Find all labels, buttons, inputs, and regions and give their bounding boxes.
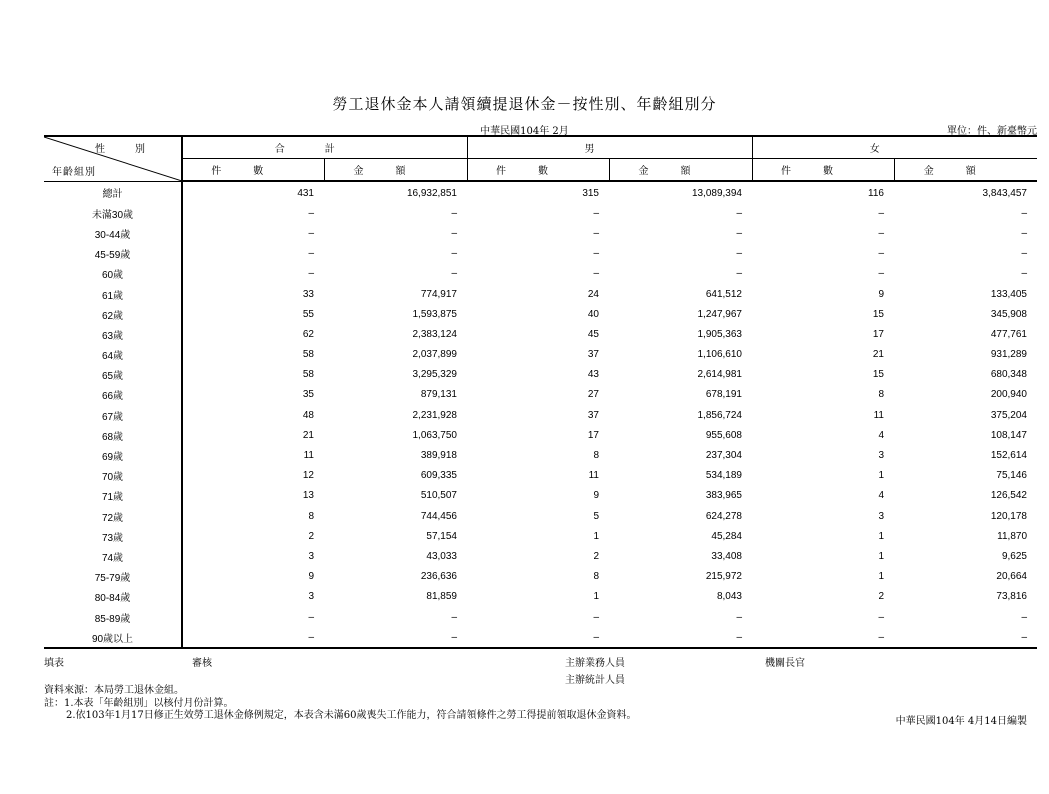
report-unit: 單位：件、新臺幣元 <box>947 126 1037 137</box>
table-row <box>44 567 1037 587</box>
cell-male-amount: 1,905,363 <box>697 328 742 340</box>
cell-total-amount: 1,063,750 <box>412 429 457 441</box>
table-row <box>44 385 1037 405</box>
table-row <box>44 466 1037 486</box>
table-row <box>44 506 1037 526</box>
table-row <box>44 223 1037 243</box>
table-row <box>44 587 1037 607</box>
cell-total-amount: – <box>451 207 457 219</box>
row-label: 62歲 <box>44 304 182 324</box>
cell-male-amount: 45,284 <box>711 530 742 542</box>
table-row <box>44 607 1037 627</box>
note-source: 資料來源：本局勞工退休金組。 <box>44 685 184 696</box>
table-row <box>44 445 1037 465</box>
table-row <box>44 486 1037 506</box>
cell-female-count: – <box>878 207 884 219</box>
cell-female-amount: 120,178 <box>990 510 1027 522</box>
group-female: 女 <box>752 136 1037 159</box>
cell-total-amount: 43,033 <box>426 550 457 562</box>
cell-male-count: 17 <box>587 429 599 441</box>
table-row <box>44 365 1037 385</box>
sig-agency-head: 機關長官 <box>765 658 805 669</box>
row-label: 61歲 <box>44 284 182 304</box>
cell-female-count: 4 <box>878 490 884 502</box>
cell-female-count: 15 <box>872 369 884 381</box>
table-body <box>44 181 1037 648</box>
cell-female-count: 3 <box>878 510 884 522</box>
table-row <box>44 405 1037 425</box>
table-row <box>44 203 1037 223</box>
row-label: 73歲 <box>44 526 182 546</box>
table-row <box>44 244 1037 264</box>
cell-total-count: 48 <box>302 409 314 421</box>
cell-total-count: – <box>308 227 314 239</box>
cell-male-amount: 383,965 <box>705 490 742 502</box>
cell-total-amount: – <box>324 627 467 648</box>
cell-total-amount: – <box>451 227 457 239</box>
cell-total-count: 58 <box>302 349 314 361</box>
cell-male-count: 40 <box>587 308 599 320</box>
cell-female-amount: 3,843,457 <box>982 187 1027 199</box>
cell-female-count: 15 <box>872 308 884 320</box>
header-corner <box>44 136 182 181</box>
cell-male-count: 45 <box>587 328 599 340</box>
cell-total-count: 12 <box>302 470 314 482</box>
table-row <box>44 526 1037 546</box>
corner-label-gender: 性別 <box>95 144 175 155</box>
table-row <box>44 546 1037 566</box>
cell-male-count: – <box>593 227 599 239</box>
table-row <box>44 181 1037 203</box>
cell-female-amount: 345,908 <box>990 308 1027 320</box>
col-male-count: 件數 <box>467 159 609 182</box>
cell-female-count: – <box>752 627 894 648</box>
cell-male-count: – <box>467 627 609 648</box>
cell-male-amount: – <box>609 627 752 648</box>
cell-female-count: 1 <box>878 470 884 482</box>
cell-female-count: – <box>878 227 884 239</box>
row-label: 總計 <box>44 181 182 203</box>
cell-female-amount: – <box>1021 611 1027 623</box>
cell-female-amount: 133,405 <box>990 288 1027 300</box>
cell-male-count: 1 <box>593 530 599 542</box>
row-label: 70歲 <box>44 466 182 486</box>
cell-male-count: 2 <box>593 550 599 562</box>
col-female-amount: 金額 <box>894 159 1037 182</box>
cell-female-count: 11 <box>873 409 884 421</box>
cell-total-count: 21 <box>302 429 314 441</box>
group-total: 合計 <box>182 136 467 159</box>
row-label: 30-44歲 <box>44 223 182 243</box>
cell-male-amount: 1,247,967 <box>697 308 742 320</box>
cell-female-count: 9 <box>878 288 884 300</box>
col-total-amount: 金額 <box>324 159 467 182</box>
cell-male-count: – <box>593 248 599 260</box>
row-label: 45-59歲 <box>44 244 182 264</box>
cell-total-amount: 57,154 <box>426 530 457 542</box>
cell-total-count: – <box>308 268 314 280</box>
cell-male-amount: 641,512 <box>705 288 742 300</box>
cell-male-count: – <box>593 207 599 219</box>
cell-male-count: 11 <box>588 470 599 482</box>
cell-total-amount: 774,917 <box>420 288 457 300</box>
cell-total-count: – <box>182 627 324 648</box>
row-label: 68歲 <box>44 425 182 445</box>
cell-total-amount: – <box>451 268 457 280</box>
cell-male-amount: – <box>736 207 742 219</box>
cell-total-count: 3 <box>308 550 314 562</box>
cell-male-amount: 1,856,724 <box>697 409 742 421</box>
row-label: 66歲 <box>44 385 182 405</box>
sig-reviewer: 審核 <box>192 658 212 669</box>
cell-total-amount: 3,295,329 <box>412 369 457 381</box>
cell-male-amount: 678,191 <box>705 389 742 401</box>
cell-female-count: 1 <box>878 550 884 562</box>
cell-male-amount: 624,278 <box>705 510 742 522</box>
cell-male-count: 315 <box>582 187 599 199</box>
cell-total-count: 431 <box>297 187 314 199</box>
cell-total-amount: 236,636 <box>420 571 457 583</box>
cell-total-amount: – <box>451 248 457 260</box>
cell-female-amount: 9,625 <box>1001 550 1027 562</box>
cell-female-count: – <box>878 248 884 260</box>
row-label: 64歲 <box>44 345 182 365</box>
cell-female-amount: – <box>1021 268 1027 280</box>
row-label: 75-79歲 <box>44 567 182 587</box>
row-label: 未滿30歲 <box>44 203 182 223</box>
cell-female-amount: 680,348 <box>990 369 1027 381</box>
cell-female-count: – <box>878 611 884 623</box>
table-row <box>44 425 1037 445</box>
cell-male-amount: 33,408 <box>711 550 742 562</box>
cell-female-amount: 73,816 <box>996 591 1027 603</box>
cell-total-count: – <box>308 207 314 219</box>
cell-female-amount: 126,542 <box>990 490 1027 502</box>
cell-total-count: 8 <box>308 510 314 522</box>
cell-female-count: 21 <box>872 349 884 361</box>
cell-female-amount: 75,146 <box>996 470 1027 482</box>
cell-female-count: 3 <box>878 450 884 462</box>
table-row <box>44 304 1037 324</box>
cell-male-amount: 2,614,981 <box>697 369 742 381</box>
cell-male-count: 5 <box>593 510 599 522</box>
cell-male-amount: 534,189 <box>705 470 742 482</box>
group-male: 男 <box>467 136 752 159</box>
cell-total-count: – <box>308 611 314 623</box>
table-row <box>44 627 1037 648</box>
cell-female-count: – <box>878 268 884 280</box>
cell-total-amount: 510,507 <box>420 490 457 502</box>
cell-female-amount: 11,870 <box>997 530 1027 542</box>
compiled-date: 中華民國104年 4月14日編製 <box>895 716 1027 727</box>
row-label: 85-89歲 <box>44 607 182 627</box>
cell-female-count: 4 <box>878 429 884 441</box>
cell-total-amount: 81,859 <box>426 591 457 603</box>
cell-female-count: 2 <box>878 591 884 603</box>
cell-total-amount: 1,593,875 <box>412 308 457 320</box>
cell-total-count: 55 <box>302 308 314 320</box>
cell-female-count: 1 <box>878 571 884 583</box>
cell-total-amount: 2,231,928 <box>412 409 457 421</box>
cell-female-amount: – <box>1021 248 1027 260</box>
row-label: 65歲 <box>44 365 182 385</box>
cell-male-amount: 955,608 <box>705 429 742 441</box>
cell-total-count: 13 <box>302 490 314 502</box>
cell-female-amount: 375,204 <box>990 409 1027 421</box>
cell-female-count: 1 <box>878 530 884 542</box>
cell-total-amount: 2,037,899 <box>412 349 457 361</box>
row-label: 71歲 <box>44 486 182 506</box>
col-female-count: 件數 <box>752 159 894 182</box>
table-row <box>44 345 1037 365</box>
cell-male-amount: 13,089,394 <box>691 187 742 199</box>
cell-total-count: 2 <box>308 530 314 542</box>
cell-total-amount: 389,918 <box>420 450 457 462</box>
sig-statistics-head: 主辦統計人員 <box>565 675 625 686</box>
cell-female-count: 8 <box>878 389 884 401</box>
cell-female-amount: 108,147 <box>990 429 1027 441</box>
cell-female-amount: 200,940 <box>990 389 1027 401</box>
row-label: 74歲 <box>44 546 182 566</box>
cell-total-count: 58 <box>302 369 314 381</box>
row-label: 60歲 <box>44 264 182 284</box>
cell-total-amount: 879,131 <box>420 389 457 401</box>
cell-total-count: – <box>308 248 314 260</box>
cell-male-count: 37 <box>587 349 599 361</box>
report-period: 中華民國104年 2月 <box>480 126 569 137</box>
cell-female-amount: 477,761 <box>990 328 1027 340</box>
cell-male-count: 9 <box>593 490 599 502</box>
row-label: 72歲 <box>44 506 182 526</box>
cell-female-count: 17 <box>872 328 884 340</box>
table-row <box>44 324 1037 344</box>
cell-male-count: 8 <box>593 450 599 462</box>
data-table <box>44 135 1037 649</box>
cell-total-count: 35 <box>302 389 314 401</box>
cell-total-amount: 744,456 <box>420 510 457 522</box>
report-title: 勞工退休金本人請領續提退休金－按性別、年齡組別分 <box>332 95 717 113</box>
cell-male-amount: – <box>736 268 742 280</box>
cell-male-amount: 215,972 <box>705 571 742 583</box>
cell-female-amount: – <box>1021 227 1027 239</box>
cell-male-count: 43 <box>587 369 599 381</box>
cell-male-count: 8 <box>593 571 599 583</box>
cell-male-count: 27 <box>587 389 599 401</box>
cell-male-amount: – <box>736 248 742 260</box>
cell-female-count: 116 <box>868 187 884 199</box>
cell-total-count: 3 <box>308 591 314 603</box>
notes <box>44 685 636 723</box>
row-label: 90歲以上 <box>44 627 182 648</box>
cell-male-count: 24 <box>587 288 599 300</box>
cell-female-amount: 931,289 <box>990 349 1027 361</box>
cell-male-count: 1 <box>593 591 599 603</box>
cell-total-amount: 16,932,851 <box>406 187 457 199</box>
cell-male-count: – <box>593 268 599 280</box>
cell-total-amount: – <box>451 611 457 623</box>
cell-total-count: 11 <box>303 450 314 462</box>
cell-male-amount: – <box>736 611 742 623</box>
note-1: 註：1.本表「年齡組別」以核付月份計算。 <box>44 697 234 709</box>
cell-total-count: 9 <box>308 571 314 583</box>
cell-female-amount: – <box>894 627 1037 648</box>
row-label: 67歲 <box>44 405 182 425</box>
corner-label-age: 年齡組別 <box>52 166 96 178</box>
cell-total-amount: 609,335 <box>420 470 457 482</box>
row-label: 63歲 <box>44 324 182 344</box>
sig-preparer: 填表 <box>44 658 64 669</box>
cell-male-amount: 1,106,610 <box>697 349 742 361</box>
cell-female-amount: 20,664 <box>996 571 1027 583</box>
cell-female-amount: – <box>1021 207 1027 219</box>
cell-female-amount: 152,614 <box>990 450 1027 462</box>
cell-total-count: 33 <box>302 288 314 300</box>
row-label: 80-84歲 <box>44 587 182 607</box>
cell-male-count: 37 <box>587 409 599 421</box>
cell-total-count: 62 <box>302 328 314 340</box>
col-total-count: 件數 <box>182 159 324 182</box>
col-male-amount: 金額 <box>609 159 752 182</box>
table-row <box>44 264 1037 284</box>
cell-male-amount: – <box>736 227 742 239</box>
cell-total-amount: 2,383,124 <box>412 328 457 340</box>
note-2: 2.依103年1月17日修正生效勞工退休金條例規定，本表含未滿60歲喪失工作能力，符合請領條件之勞工得提前領取退休金資料。 <box>66 710 637 721</box>
table-row <box>44 284 1037 304</box>
cell-male-amount: 237,304 <box>705 450 742 462</box>
cell-male-count: – <box>593 611 599 623</box>
row-label: 69歲 <box>44 445 182 465</box>
sig-business-head: 主辦業務人員 <box>565 658 625 669</box>
cell-male-amount: 8,043 <box>716 591 742 603</box>
